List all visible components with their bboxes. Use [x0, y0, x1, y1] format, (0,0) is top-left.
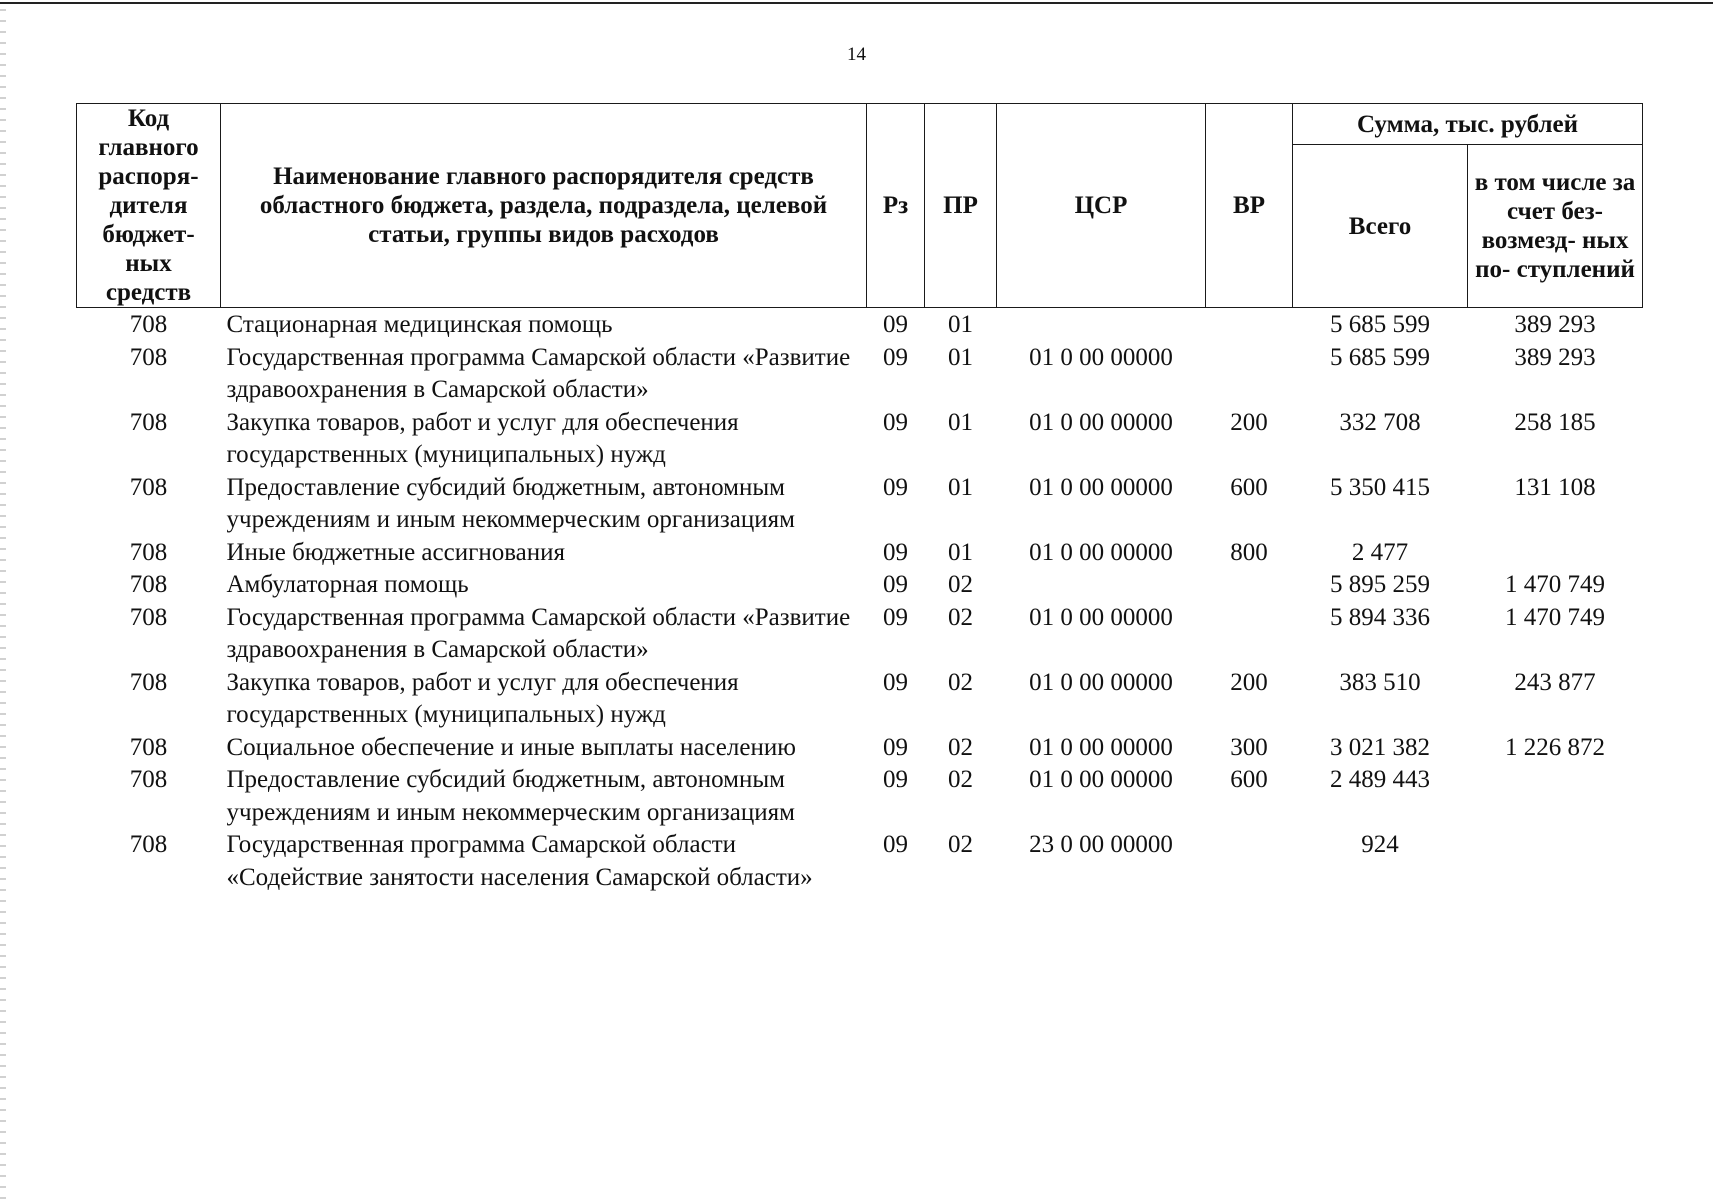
cell-code: 708 — [129, 343, 168, 371]
cell-rz: 09 — [883, 538, 908, 566]
cell-total: 5 685 599 — [1330, 343, 1430, 371]
cell-csr: 01 0 00 00000 — [1029, 766, 1173, 793]
cell-csr — [997, 569, 1206, 602]
cell-vr: 200 — [1230, 668, 1268, 696]
cell-name: Иные бюджетные ассигнования — [226, 538, 566, 566]
cell-name: Государственная программа Самарской области «Развитие здравоохранения в Самарской области» — [226, 603, 851, 663]
cell-code: 708 — [129, 603, 168, 631]
cell-total: 5 894 336 — [1330, 603, 1430, 631]
cell-csr: 23 0 00 00000 — [1029, 831, 1173, 858]
cell-csr: 01 0 00 00000 — [1029, 733, 1173, 761]
cell-vr: 600 — [1230, 766, 1268, 793]
header-rz: Рз — [867, 104, 925, 308]
cell-pr: 02 — [948, 571, 973, 598]
header-sum-group: Сумма, тыс. рублей — [1293, 104, 1643, 145]
cell-pr: 02 — [948, 766, 973, 793]
cell-code: 708 — [129, 473, 168, 501]
header-name: Наименование главного распорядителя средств областного бюджета, раздела, подраздела, целевой статьи, группы видов расходов — [221, 104, 867, 308]
cell-pr: 02 — [948, 733, 973, 761]
cell-name: Амбулаторная помощь — [226, 571, 469, 598]
table-row — [77, 537, 1643, 570]
cell-name: Закупка товаров, работ и услуг для обеспечения государственных (муниципальных) нужд — [226, 408, 739, 468]
cell-code: 708 — [129, 766, 168, 793]
cell-free-receipts — [1468, 829, 1643, 894]
header-vr: ВР — [1206, 104, 1293, 308]
cell-free-receipts — [1468, 537, 1643, 570]
cell-pr: 02 — [948, 831, 973, 858]
cell-free-receipts: 389 293 — [1514, 343, 1596, 371]
cell-rz: 09 — [883, 571, 908, 598]
budget-table — [76, 103, 1643, 894]
cell-csr: 01 0 00 00000 — [1029, 343, 1173, 371]
table-row — [77, 472, 1643, 537]
cell-csr: 01 0 00 00000 — [1029, 603, 1173, 631]
header-code: Код главного распоря- дителя бюджет- ных средств — [77, 104, 221, 308]
page-number: 14 — [847, 44, 866, 65]
table-header — [77, 104, 1643, 308]
cell-total: 5 685 599 — [1330, 311, 1430, 338]
cell-name: Государственная программа Самарской области «Содействие занятости населения Самарской области» — [226, 831, 813, 891]
cell-pr: 01 — [948, 473, 973, 501]
cell-csr — [997, 308, 1206, 342]
cell-vr: 800 — [1230, 538, 1268, 566]
cell-total: 2 489 443 — [1330, 766, 1430, 793]
table-row — [77, 308, 1643, 342]
cell-pr: 01 — [948, 538, 973, 566]
cell-name: Предоставление субсидий бюджетным, автономным учреждениям и иным некоммерческим организациям — [226, 473, 795, 533]
table-row — [77, 569, 1643, 602]
cell-pr: 01 — [948, 343, 973, 371]
table-row — [77, 602, 1643, 667]
cell-free-receipts: 1 226 872 — [1505, 733, 1605, 761]
cell-name: Стационарная медицинская помощь — [226, 311, 613, 338]
cell-total: 3 021 382 — [1330, 733, 1430, 761]
cell-vr — [1206, 569, 1293, 602]
cell-free-receipts: 1 470 749 — [1505, 571, 1605, 598]
cell-rz: 09 — [883, 766, 908, 793]
cell-vr: 300 — [1230, 733, 1268, 761]
cell-total: 2 477 — [1351, 538, 1409, 566]
table-row — [77, 829, 1643, 894]
cell-pr: 02 — [948, 603, 973, 631]
cell-rz: 09 — [883, 408, 908, 436]
cell-csr: 01 0 00 00000 — [1029, 538, 1173, 566]
cell-code: 708 — [129, 571, 168, 598]
cell-code: 708 — [129, 311, 168, 338]
cell-code: 708 — [129, 733, 168, 761]
cell-free-receipts: 389 293 — [1514, 311, 1596, 338]
cell-rz: 09 — [883, 733, 908, 761]
cell-total: 332 708 — [1339, 408, 1421, 436]
cell-csr: 01 0 00 00000 — [1029, 473, 1173, 501]
cell-rz: 09 — [883, 668, 908, 696]
cell-code: 708 — [129, 408, 168, 436]
cell-rz: 09 — [883, 311, 908, 338]
top-rule — [0, 2, 1713, 4]
scan-edge — [0, 0, 6, 1200]
cell-vr — [1206, 829, 1293, 894]
header-pr: ПР — [925, 104, 997, 308]
cell-total: 5 350 415 — [1330, 473, 1430, 501]
cell-csr: 01 0 00 00000 — [1029, 408, 1173, 436]
cell-free-receipts: 258 185 — [1514, 408, 1596, 436]
cell-total: 924 — [1361, 831, 1399, 858]
cell-free-receipts: 131 108 — [1514, 473, 1596, 501]
cell-rz: 09 — [883, 603, 908, 631]
cell-vr — [1206, 308, 1293, 342]
cell-code: 708 — [129, 831, 168, 858]
header-free-receipts: в том числе за счет без- возмезд- ных по- ступлений — [1468, 145, 1643, 308]
table-row — [77, 764, 1643, 829]
table-row — [77, 407, 1643, 472]
cell-vr: 200 — [1230, 408, 1268, 436]
cell-pr: 01 — [948, 408, 973, 436]
cell-name: Социальное обеспечение и иные выплаты населению — [226, 733, 796, 761]
cell-code: 708 — [129, 668, 168, 696]
cell-code: 708 — [129, 538, 168, 566]
cell-vr — [1206, 342, 1293, 407]
header-csr: ЦСР — [997, 104, 1206, 308]
table-body — [77, 308, 1643, 895]
cell-rz: 09 — [883, 473, 908, 501]
table-row — [77, 667, 1643, 732]
cell-rz: 09 — [883, 831, 908, 858]
cell-vr: 600 — [1230, 473, 1268, 501]
header-total: Всего — [1293, 145, 1468, 308]
cell-csr: 01 0 00 00000 — [1029, 668, 1173, 696]
cell-name: Предоставление субсидий бюджетным, автономным учреждениям и иным некоммерческим организациям — [226, 766, 795, 826]
table-row — [77, 732, 1643, 765]
cell-free-receipts: 1 470 749 — [1505, 603, 1605, 631]
cell-rz: 09 — [883, 343, 908, 371]
cell-pr: 01 — [948, 311, 973, 338]
cell-total: 5 895 259 — [1330, 571, 1430, 598]
cell-name: Закупка товаров, работ и услуг для обеспечения государственных (муниципальных) нужд — [226, 668, 739, 728]
cell-pr: 02 — [948, 668, 973, 696]
cell-vr — [1206, 602, 1293, 667]
table-row — [77, 342, 1643, 407]
cell-name: Государственная программа Самарской области «Развитие здравоохранения в Самарской области» — [226, 343, 851, 403]
cell-total: 383 510 — [1339, 668, 1421, 696]
cell-free-receipts — [1468, 764, 1643, 829]
cell-free-receipts: 243 877 — [1514, 668, 1596, 696]
